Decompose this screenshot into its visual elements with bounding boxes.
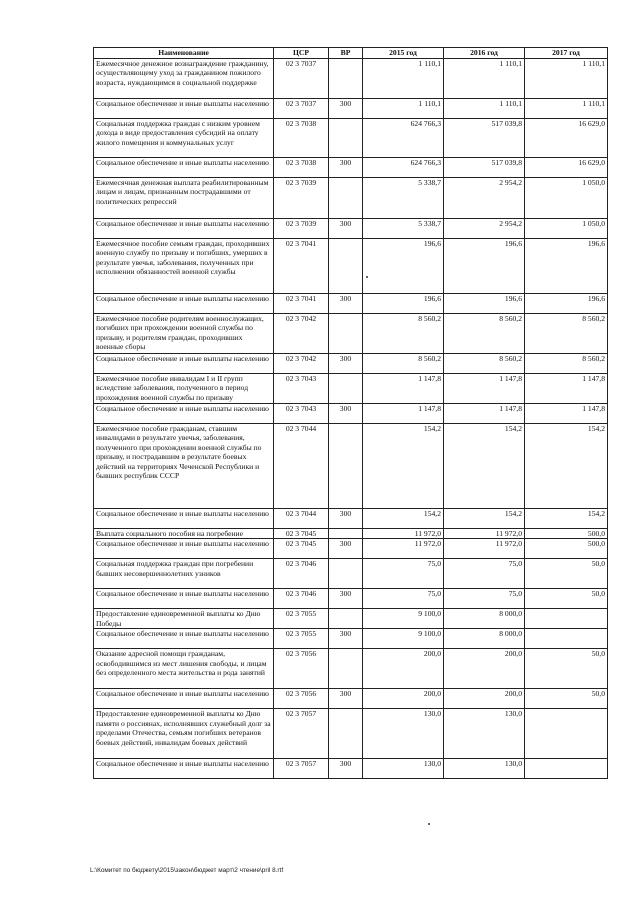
row-csr-cell: 02 3 7039 — [274, 178, 329, 219]
row-2015-cell: 8 560,2 — [363, 314, 444, 354]
table-row — [94, 59, 608, 99]
row-name-cell: Ежемесячное пособие родителям военнослужащих, погибших при прохождении военной службы по призыву, и родителям граждан, проходивших военные сборы — [94, 314, 274, 354]
header-vr: ВР — [329, 48, 363, 59]
header-2017: 2017 год — [525, 48, 608, 59]
row-vr-cell — [329, 59, 363, 99]
row-csr-cell: 02 3 7044 — [274, 509, 329, 529]
row-name-cell: Ежемесячная денежная выплата реабилитированным лицам и лицам, признанным пострадавшими от политических репрессий — [94, 178, 274, 219]
row-2017-cell: 50,0 — [525, 689, 608, 709]
row-2016-cell: 517 039,8 — [444, 158, 525, 178]
scan-speck — [428, 823, 430, 825]
row-csr-cell: 02 3 7057 — [274, 709, 329, 759]
row-2016-cell: 11 972,0 — [444, 539, 525, 559]
header-2015: 2015 год — [363, 48, 444, 59]
row-2015-cell: 1 147,8 — [363, 374, 444, 404]
row-2017-cell: 500,0 — [525, 539, 608, 559]
row-name-cell: Ежемесячное пособие семьям граждан, проходивших военную службу по призыву и погибших, умерших в результате увечья, заболевания, полученных при исполнении обязанностей военной службы — [94, 239, 274, 294]
row-name-cell: Ежемесячное пособие инвалидам I и II групп вследствие заболевания, полученного в период прохождения военной службы по призыву — [94, 374, 274, 404]
row-vr-cell — [329, 239, 363, 294]
row-2017-cell: 8 560,2 — [525, 354, 608, 374]
row-2016-cell: 517 039,8 — [444, 119, 525, 158]
row-2015-cell: 75,0 — [363, 559, 444, 589]
row-vr-cell: 300 — [329, 99, 363, 119]
table-row — [94, 374, 608, 404]
row-csr-cell: 02 3 7045 — [274, 539, 329, 559]
table-row — [94, 539, 608, 559]
row-vr-cell: 300 — [329, 294, 363, 314]
table-row — [94, 759, 608, 779]
table-row — [94, 178, 608, 219]
row-2017-cell: 1 050,0 — [525, 178, 608, 219]
row-vr-cell — [329, 119, 363, 158]
row-2017-cell: 154,2 — [525, 509, 608, 529]
row-2016-cell: 75,0 — [444, 589, 525, 609]
row-vr-cell — [329, 709, 363, 759]
row-name-cell: Социальное обеспечение и иные выплаты населению — [94, 629, 274, 649]
row-vr-cell — [329, 649, 363, 689]
row-2017-cell: 1 050,0 — [525, 219, 608, 239]
row-csr-cell: 02 3 7041 — [274, 239, 329, 294]
row-name-cell: Предоставление единовременной выплаты ко Дню памяти о россиянах, исполнявших служебный долг за пределами Отечества, семьям погибших ветеранов боевых действий, инвалидам боевых действий — [94, 709, 274, 759]
row-2015-cell: 154,2 — [363, 424, 444, 509]
row-2017-cell: 50,0 — [525, 649, 608, 689]
row-vr-cell: 300 — [329, 539, 363, 559]
row-2015-cell: 200,0 — [363, 649, 444, 689]
row-2015-cell: 75,0 — [363, 589, 444, 609]
row-2016-cell: 196,6 — [444, 294, 525, 314]
row-csr-cell: 02 3 7055 — [274, 629, 329, 649]
row-2015-cell: 9 100,0 — [363, 629, 444, 649]
table-row — [94, 294, 608, 314]
row-2016-cell: 200,0 — [444, 649, 525, 689]
row-2015-cell: 200,0 — [363, 689, 444, 709]
row-vr-cell: 300 — [329, 509, 363, 529]
table-row — [94, 689, 608, 709]
row-csr-cell: 02 3 7056 — [274, 689, 329, 709]
row-csr-cell: 02 3 7042 — [274, 354, 329, 374]
row-name-cell: Предоставление единовременной выплаты ко Дню Победы — [94, 609, 274, 629]
header-2016: 2016 год — [444, 48, 525, 59]
row-csr-cell: 02 3 7039 — [274, 219, 329, 239]
row-name-cell: Ежемесячное пособие гражданам, ставшим инвалидами в результате увечья, заболевания, полученного при прохождении военной службы по призыву, и пострадавшим в результате боевых действий на территориях Чеченской Республики и бывших республик СССР — [94, 424, 274, 509]
row-name-cell: Социальное обеспечение и иные выплаты населению — [94, 509, 274, 529]
row-2015-cell: 11 972,0 — [363, 539, 444, 559]
row-2015-cell: 5 338,7 — [363, 178, 444, 219]
row-2015-cell: 5 338,7 — [363, 219, 444, 239]
row-csr-cell: 02 3 7045 — [274, 529, 329, 539]
row-2017-cell — [525, 629, 608, 649]
row-2017-cell: 196,6 — [525, 294, 608, 314]
budget-table — [93, 47, 608, 779]
table-row — [94, 119, 608, 158]
row-2015-cell: 154,2 — [363, 509, 444, 529]
table-row — [94, 239, 608, 294]
row-2017-cell: 8 560,2 — [525, 314, 608, 354]
row-vr-cell: 300 — [329, 589, 363, 609]
row-name-cell: Социальное обеспечение и иные выплаты населению — [94, 294, 274, 314]
scan-speck — [366, 276, 368, 278]
row-2017-cell — [525, 709, 608, 759]
row-2015-cell: 1 110,1 — [363, 99, 444, 119]
row-2015-cell: 624 766,3 — [363, 119, 444, 158]
row-vr-cell: 300 — [329, 689, 363, 709]
table-row — [94, 589, 608, 609]
file-path-footer: L:\Комитет по бюджету\2015\закон\бюджет март\2 чтение\pril 8.rtf — [90, 867, 284, 874]
row-name-cell: Социальное обеспечение и иные выплаты населению — [94, 539, 274, 559]
row-2015-cell: 196,6 — [363, 294, 444, 314]
row-2016-cell: 130,0 — [444, 709, 525, 759]
row-name-cell: Социальное обеспечение и иные выплаты населению — [94, 354, 274, 374]
row-2016-cell: 1 147,8 — [444, 374, 525, 404]
row-vr-cell — [329, 314, 363, 354]
row-csr-cell: 02 3 7056 — [274, 649, 329, 689]
table-row — [94, 424, 608, 509]
row-2017-cell: 16 629,0 — [525, 119, 608, 158]
row-2016-cell: 8 560,2 — [444, 314, 525, 354]
row-2016-cell: 11 972,0 — [444, 529, 525, 539]
row-vr-cell — [329, 559, 363, 589]
row-csr-cell: 02 3 7057 — [274, 759, 329, 779]
row-2017-cell: 50,0 — [525, 559, 608, 589]
row-2015-cell: 624 766,3 — [363, 158, 444, 178]
table-row — [94, 649, 608, 689]
header-name: Наименование — [94, 48, 274, 59]
row-csr-cell: 02 3 7055 — [274, 609, 329, 629]
table-row — [94, 219, 608, 239]
table-row — [94, 354, 608, 374]
row-2016-cell: 154,2 — [444, 424, 525, 509]
row-2015-cell: 8 560,2 — [363, 354, 444, 374]
row-vr-cell: 300 — [329, 158, 363, 178]
table-row — [94, 404, 608, 424]
row-csr-cell: 02 3 7038 — [274, 158, 329, 178]
row-vr-cell: 300 — [329, 219, 363, 239]
row-2016-cell: 8 000,0 — [444, 609, 525, 629]
row-2016-cell: 130,0 — [444, 759, 525, 779]
row-2016-cell: 196,6 — [444, 239, 525, 294]
row-csr-cell: 02 3 7043 — [274, 374, 329, 404]
row-name-cell: Социальное обеспечение и иные выплаты населению — [94, 404, 274, 424]
row-name-cell: Выплата социального пособия на погребение — [94, 529, 274, 539]
row-name-cell: Социальная поддержка граждан с низким уровнем дохода в виде предоставления субсидий на оплату жилого помещения и коммунальных услуг — [94, 119, 274, 158]
row-2017-cell — [525, 609, 608, 629]
row-name-cell: Оказание адресной помощи гражданам, освободившимся из мест лишения свободы, и лицам без определенного места жительства и рода занятий — [94, 649, 274, 689]
table-row — [94, 609, 608, 629]
row-2015-cell: 9 100,0 — [363, 609, 444, 629]
row-name-cell: Социальное обеспечение и иные выплаты населению — [94, 158, 274, 178]
row-2017-cell: 1 147,8 — [525, 374, 608, 404]
row-vr-cell: 300 — [329, 759, 363, 779]
table-row — [94, 629, 608, 649]
row-csr-cell: 02 3 7043 — [274, 404, 329, 424]
table-header-row — [94, 48, 608, 59]
row-vr-cell — [329, 609, 363, 629]
row-2017-cell: 1 110,1 — [525, 99, 608, 119]
row-vr-cell — [329, 529, 363, 539]
table-row — [94, 559, 608, 589]
row-vr-cell — [329, 374, 363, 404]
row-2017-cell: 154,2 — [525, 424, 608, 509]
row-csr-cell: 02 3 7046 — [274, 589, 329, 609]
row-vr-cell: 300 — [329, 354, 363, 374]
table-row — [94, 509, 608, 529]
row-vr-cell — [329, 424, 363, 509]
row-name-cell: Социальная поддержка граждан при погребении бывших несовершеннолетних узников — [94, 559, 274, 589]
row-vr-cell: 300 — [329, 629, 363, 649]
row-2017-cell: 50,0 — [525, 589, 608, 609]
row-2016-cell: 200,0 — [444, 689, 525, 709]
row-2017-cell: 500,0 — [525, 529, 608, 539]
row-2016-cell: 1 147,8 — [444, 404, 525, 424]
row-csr-cell: 02 3 7042 — [274, 314, 329, 354]
row-2015-cell: 1 147,8 — [363, 404, 444, 424]
row-csr-cell: 02 3 7037 — [274, 59, 329, 99]
row-2015-cell: 130,0 — [363, 709, 444, 759]
row-2016-cell: 75,0 — [444, 559, 525, 589]
row-2015-cell: 196,6 — [363, 239, 444, 294]
row-name-cell: Социальное обеспечение и иные выплаты населению — [94, 219, 274, 239]
row-csr-cell: 02 3 7044 — [274, 424, 329, 509]
row-csr-cell: 02 3 7038 — [274, 119, 329, 158]
row-2016-cell: 1 110,1 — [444, 59, 525, 99]
row-2017-cell: 1 147,8 — [525, 404, 608, 424]
table-row — [94, 314, 608, 354]
row-2017-cell: 16 629,0 — [525, 158, 608, 178]
row-2016-cell: 2 954,2 — [444, 219, 525, 239]
row-vr-cell — [329, 178, 363, 219]
table-row — [94, 709, 608, 759]
row-name-cell: Социальное обеспечение и иные выплаты населению — [94, 99, 274, 119]
row-vr-cell: 300 — [329, 404, 363, 424]
header-csr: ЦСР — [274, 48, 329, 59]
row-csr-cell: 02 3 7041 — [274, 294, 329, 314]
row-2016-cell: 1 110,1 — [444, 99, 525, 119]
row-name-cell: Ежемесячное денежное вознаграждение гражданину, осуществляющему уход за гражданином пожилого возраста, нуждающимся в социальной поддержке — [94, 59, 274, 99]
row-2015-cell: 130,0 — [363, 759, 444, 779]
row-name-cell: Социальное обеспечение и иные выплаты населению — [94, 689, 274, 709]
row-csr-cell: 02 3 7046 — [274, 559, 329, 589]
row-2016-cell: 2 954,2 — [444, 178, 525, 219]
table-row — [94, 158, 608, 178]
row-2016-cell: 8 000,0 — [444, 629, 525, 649]
row-2017-cell: 196,6 — [525, 239, 608, 294]
table-row — [94, 529, 608, 539]
row-name-cell: Социальное обеспечение и иные выплаты населению — [94, 759, 274, 779]
row-2017-cell — [525, 759, 608, 779]
row-2015-cell: 1 110,1 — [363, 59, 444, 99]
row-name-cell: Социальное обеспечение и иные выплаты населению — [94, 589, 274, 609]
row-2016-cell: 8 560,2 — [444, 354, 525, 374]
table-row — [94, 99, 608, 119]
row-2016-cell: 154,2 — [444, 509, 525, 529]
row-2017-cell: 1 110,1 — [525, 59, 608, 99]
row-csr-cell: 02 3 7037 — [274, 99, 329, 119]
table-body — [94, 59, 608, 779]
row-2015-cell: 11 972,0 — [363, 529, 444, 539]
